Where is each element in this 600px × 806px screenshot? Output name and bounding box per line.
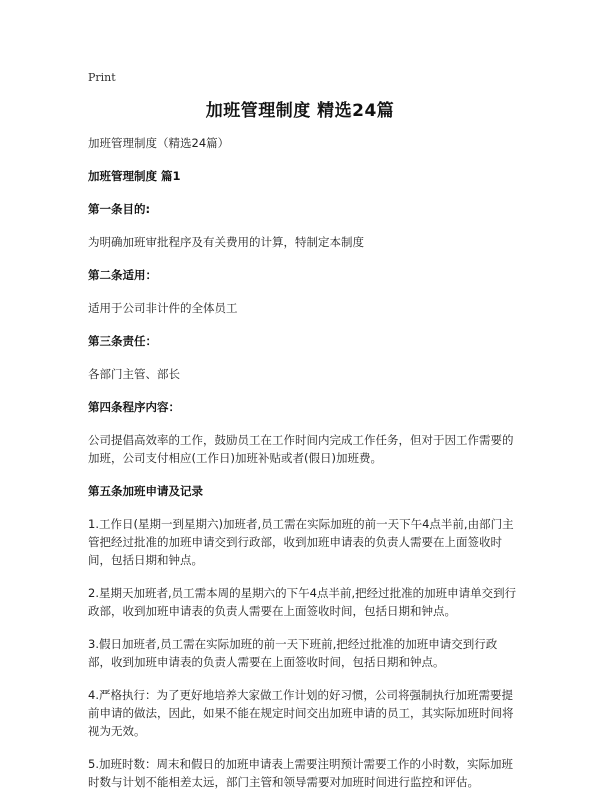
article-5-item-5: 5.加班时数：周末和假日的加班申请表上需要注明预计需要工作的小时数，实际加班时数与计划不能相差太远，部门主管和领导需要对加班时间进行监控和评估。 bbox=[88, 757, 513, 789]
document-subtitle: 加班管理制度（精选24篇） bbox=[88, 136, 230, 150]
article-5-item-4: 4.严格执行：为了更好地培养大家做工作计划的好习惯，公司将强制执行加班需要提前申请的做法，因此，如果不能在规定时间交出加班申请的员工，其实际加班时间将视为无效。 bbox=[88, 688, 514, 738]
section-heading: 加班管理制度 篇1 bbox=[88, 169, 181, 183]
article-5-item-3: 3.假日加班者,员工需在实际加班的前一天下班前,把经过批准的加班申请交到行政部，收到加班申请表的负责人需要在上面签收时间，包括日期和钟点。 bbox=[88, 637, 498, 669]
article-2-heading: 第二条适用： bbox=[88, 268, 157, 282]
article-4-heading: 第四条程序内容： bbox=[88, 400, 180, 414]
article-3-heading: 第三条责任： bbox=[88, 334, 157, 348]
article-4-text: 公司提倡高效率的工作，鼓励员工在工作时间内完成工作任务，但对于因工作需要的加班，公司支付相应(工作日)加班补贴或者(假日)加班费。 bbox=[88, 433, 514, 465]
article-1-text: 为明确加班审批程序及有关费用的计算，特制定本制度 bbox=[88, 235, 364, 249]
article-2-text: 适用于公司非计件的全体员工 bbox=[88, 301, 238, 315]
article-5-item-1: 1.工作日(星期一到星期六)加班者,员工需在实际加班的前一天下午4点半前,由部门主管把经过批准的加班申请交到行政部，收到加班申请表的负责人需要在上面签收时间，包括日期和钟点。 bbox=[88, 517, 514, 567]
print-label[interactable]: Print bbox=[88, 71, 116, 84]
article-5-item-2: 2.星期天加班者,员工需本周的星期六的下午4点半前,把经过批准的加班申请单交到行政部，收到加班申请表的负责人需要在上面签收时间，包括日期和钟点。 bbox=[88, 586, 517, 618]
document-body bbox=[88, 134, 518, 806]
page-title: 加班管理制度 精选24篇 bbox=[205, 101, 395, 121]
article-1-heading: 第一条目的: bbox=[88, 202, 151, 216]
article-5-heading: 第五条加班申请及记录 bbox=[88, 484, 203, 498]
article-3-text: 各部门主管、部长 bbox=[88, 367, 180, 381]
